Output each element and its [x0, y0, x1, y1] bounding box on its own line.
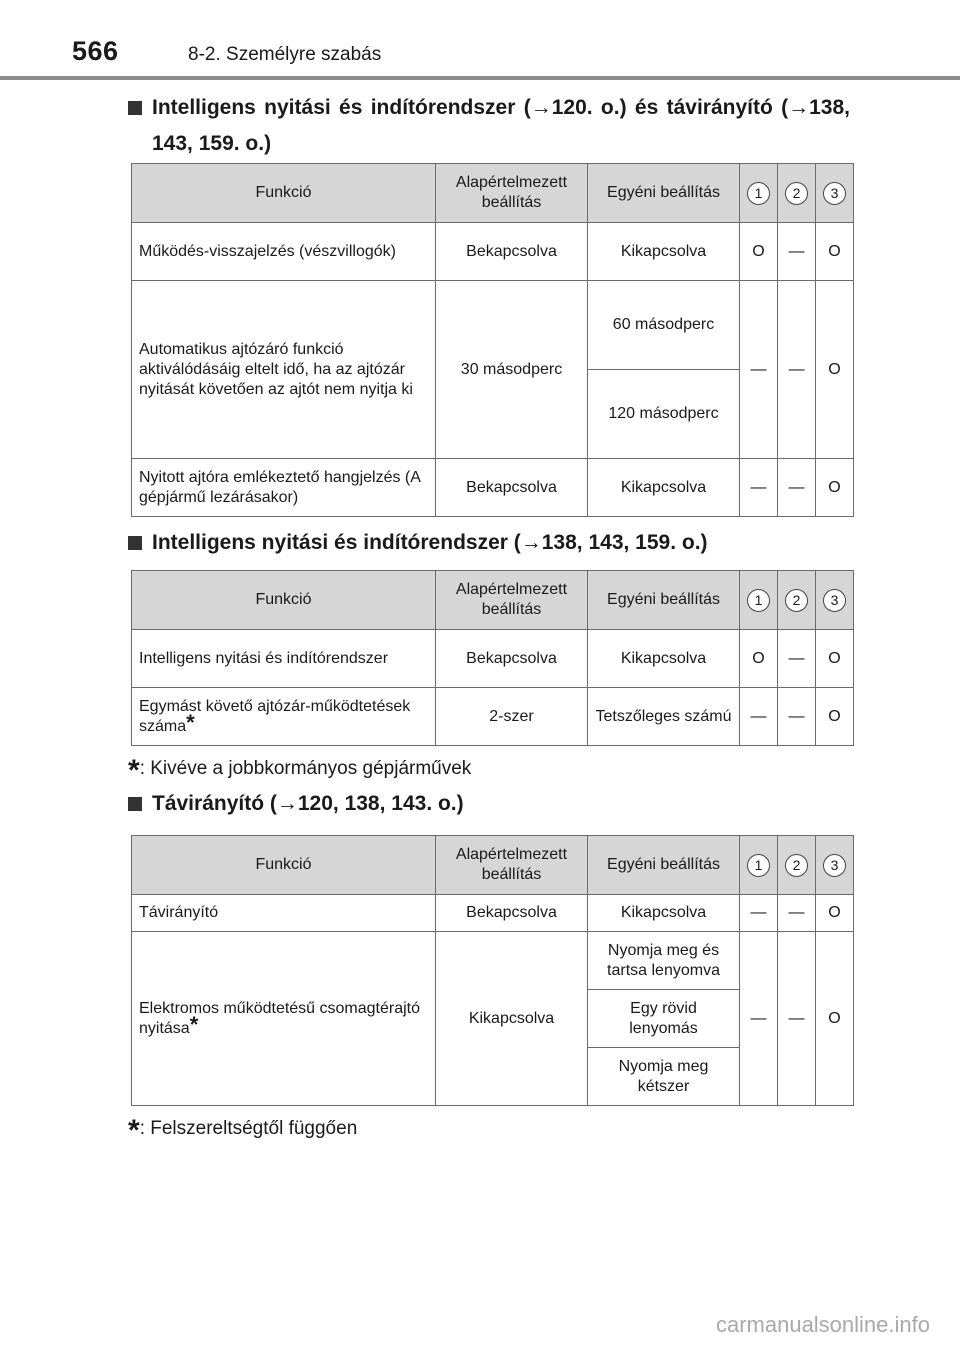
cell-mark-2: —: [778, 895, 816, 932]
square-bullet-icon: [128, 797, 142, 811]
footnote-mark: *: [186, 709, 195, 735]
watermark: carmanualsonline.info: [715, 1312, 930, 1337]
cell-mark-3: O: [816, 688, 854, 746]
cell-custom: Kikapcsolva: [588, 459, 740, 517]
table-row: [132, 630, 854, 688]
cell-mark-2: —: [778, 932, 816, 1106]
footnote-star: *: [128, 1114, 140, 1147]
cell-custom: Tetszőleges számú: [588, 688, 740, 746]
footnote-mark: *: [189, 1011, 199, 1037]
col-default: Alapértelmezett beállítás: [436, 836, 588, 895]
cell-function: [132, 688, 436, 746]
circled-number-1-icon: 1: [747, 589, 770, 612]
square-bullet-icon: [128, 101, 142, 115]
section-heading-2: [128, 525, 850, 561]
col-num-3: [816, 571, 854, 630]
circled-number-1-icon: 1: [747, 854, 770, 877]
table-header-row: [132, 836, 854, 895]
table-row: [132, 688, 854, 746]
cell-mark-2: —: [778, 630, 816, 688]
settings-table-1: [131, 163, 854, 517]
table-header-row: [132, 571, 854, 630]
cell-mark-3: O: [816, 932, 854, 1106]
table-row: [132, 223, 854, 281]
cell-mark-2: —: [778, 281, 816, 459]
cell-custom: Kikapcsolva: [588, 895, 740, 932]
col-num-2: [778, 571, 816, 630]
cell-function: Automatikus ajtózáró funkció aktiválódásáig eltelt idő, ha az ajtózár nyitását követően az ajtót nem nyitja ki: [132, 281, 436, 459]
page-header: [0, 0, 960, 84]
cell-function-text: Egymást követő ajtózár-működtetések száma: [139, 697, 411, 735]
circled-number-3-icon: 3: [823, 589, 846, 612]
cell-default: Bekapcsolva: [436, 630, 588, 688]
cell-function: Intelligens nyitási és indítórendszer: [132, 630, 436, 688]
cell-default: Bekapcsolva: [436, 895, 588, 932]
cell-custom: Kikapcsolva: [588, 630, 740, 688]
footnote-text: : Felszereltségtől függően: [139, 1118, 358, 1139]
cell-mark-2: —: [778, 223, 816, 281]
page-number: 566: [72, 36, 119, 66]
col-num-3: [816, 164, 854, 223]
cell-custom: 120 másodperc: [588, 370, 740, 459]
settings-table-2: [131, 570, 854, 746]
cell-default: 2-szer: [436, 688, 588, 746]
cell-mark-1: —: [740, 459, 778, 517]
footnote-1: [128, 754, 471, 788]
col-function: Funkció: [132, 836, 436, 895]
col-default: Alapértelmezett beállítás: [436, 571, 588, 630]
cell-default: Kikapcsolva: [436, 932, 588, 1106]
col-num-1: [740, 836, 778, 895]
section-heading-3: [128, 786, 850, 822]
section-heading-1: [128, 90, 850, 162]
footnote-2: [128, 1114, 357, 1148]
settings-table-3: [131, 835, 854, 1106]
cell-mark-1: O: [740, 630, 778, 688]
cell-mark-3: O: [816, 895, 854, 932]
cell-mark-1: —: [740, 932, 778, 1106]
cell-mark-3: O: [816, 281, 854, 459]
cell-custom: Kikapcsolva: [588, 223, 740, 281]
cell-function-text: Elektromos működtetésű csomagtérajtó nyitása: [139, 999, 421, 1037]
col-default: Alapértelmezett beállítás: [436, 164, 588, 223]
cell-mark-1: —: [740, 895, 778, 932]
col-function: Funkció: [132, 571, 436, 630]
col-custom: Egyéni beállítás: [588, 836, 740, 895]
cell-function: Nyitott ajtóra emlékeztető hangjelzés (A gépjármű lezárásakor): [132, 459, 436, 517]
table-row: [132, 895, 854, 932]
cell-mark-3: O: [816, 459, 854, 517]
circled-number-3-icon: 3: [823, 182, 846, 205]
cell-mark-1: —: [740, 281, 778, 459]
col-num-2: [778, 836, 816, 895]
circled-number-2-icon: 2: [785, 854, 808, 877]
cell-default: Bekapcsolva: [436, 223, 588, 281]
cell-mark-1: O: [740, 223, 778, 281]
cell-default: Bekapcsolva: [436, 459, 588, 517]
cell-function: Működés-visszajelzés (vészvillogók): [132, 223, 436, 281]
cell-custom: 60 másodperc: [588, 281, 740, 370]
square-bullet-icon: [128, 536, 142, 550]
section-heading-text: Intelligens nyitási és indítórendszer (→138, 143, 159. o.): [152, 531, 708, 554]
cell-mark-2: —: [778, 459, 816, 517]
col-num-1: [740, 164, 778, 223]
cell-custom: Egy rövid lenyomás: [588, 990, 740, 1048]
col-function: Funkció: [132, 164, 436, 223]
circled-number-1-icon: 1: [747, 182, 770, 205]
col-custom: Egyéni beállítás: [588, 164, 740, 223]
cell-mark-2: —: [778, 688, 816, 746]
table-header-row: [132, 164, 854, 223]
section-heading-text: Távirányító (→120, 138, 143. o.): [152, 792, 464, 815]
cell-mark-1: —: [740, 688, 778, 746]
col-custom: Egyéni beállítás: [588, 571, 740, 630]
footnote-text: : Kivéve a jobbkormányos gépjárművek: [139, 758, 472, 779]
cell-function: Távirányító: [132, 895, 436, 932]
section-title: 8-2. Személyre szabás: [188, 44, 382, 65]
table-row: [132, 459, 854, 517]
cell-mark-3: O: [816, 630, 854, 688]
cell-custom: Nyomja meg és tartsa lenyomva: [588, 932, 740, 990]
cell-default: 30 másodperc: [436, 281, 588, 459]
cell-custom: Nyomja meg kétszer: [588, 1048, 740, 1106]
circled-number-2-icon: 2: [785, 589, 808, 612]
circled-number-2-icon: 2: [785, 182, 808, 205]
col-num-2: [778, 164, 816, 223]
circled-number-3-icon: 3: [823, 854, 846, 877]
cell-function: [132, 932, 436, 1106]
cell-mark-3: O: [816, 223, 854, 281]
footnote-star: *: [128, 754, 140, 787]
table-row: [132, 932, 854, 990]
header-rule: [0, 76, 960, 80]
col-num-1: [740, 571, 778, 630]
section-heading-text: Intelligens nyitási és indítórendszer (→120. o.) és távirányító (→138, 143, 159. o.): [152, 96, 850, 155]
col-num-3: [816, 836, 854, 895]
table-row: [132, 281, 854, 370]
